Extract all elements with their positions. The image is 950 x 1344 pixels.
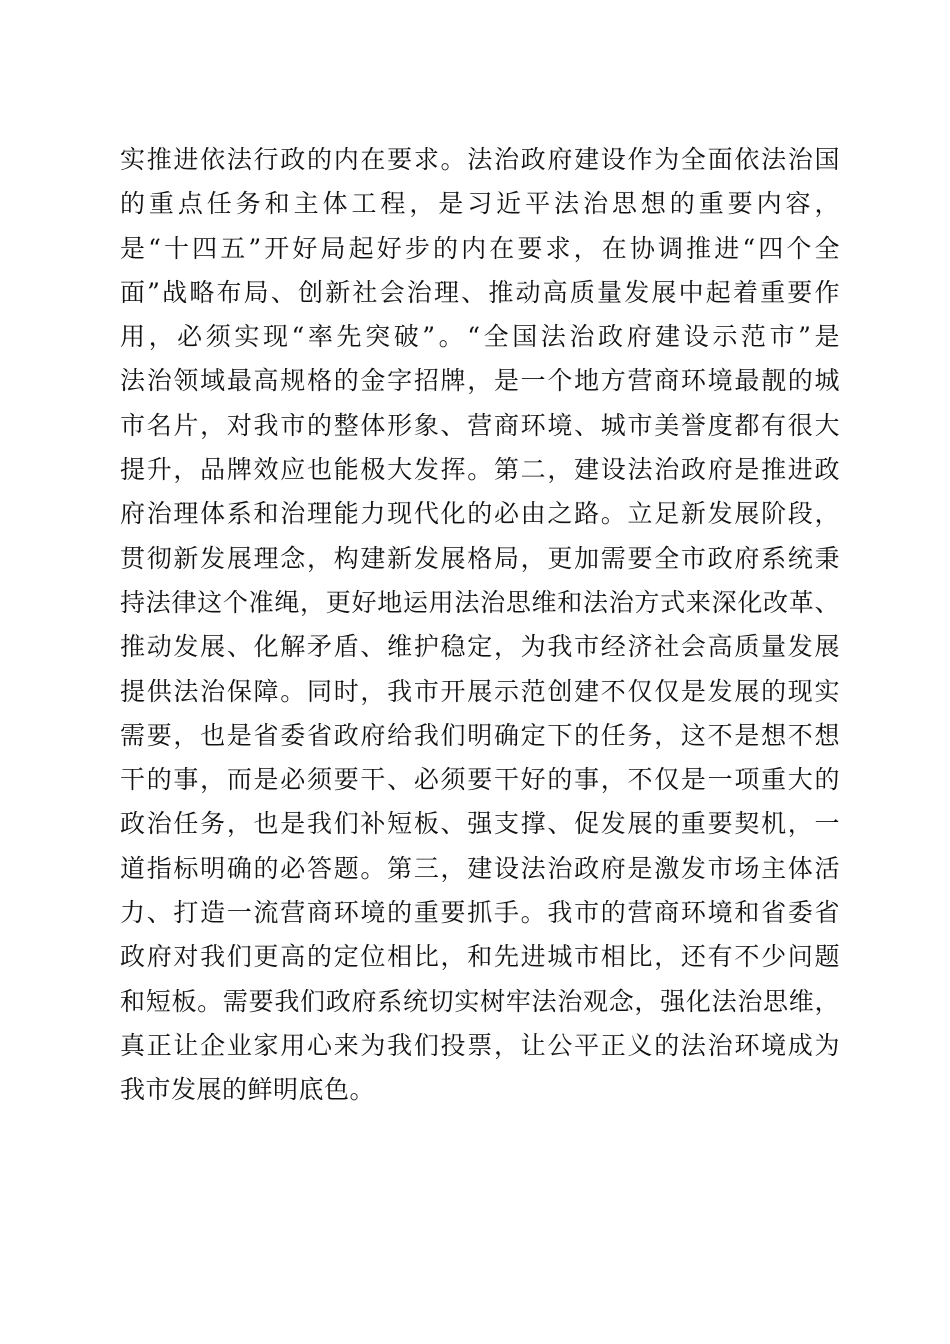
text-line: 是“十四五”开好局起好步的内在要求，在协调推进“四个全 (120, 233, 840, 263)
text-line: 提供法治保障。同时，我市开展示范创建不仅仅是发展的现实 (120, 676, 840, 706)
text-line: 和短板。需要我们政府系统切实树牢法治观念，强化法治思维， (120, 986, 840, 1016)
text-line: 实推进依法行政的内在要求。法治政府建设作为全面依法治国 (120, 145, 840, 174)
text-line: 的重点任务和主体工程，是习近平法治思想的重要内容， (120, 189, 840, 219)
text-line: 贯彻新发展理念，构建新发展格局，更加需要全市政府系统秉 (120, 543, 840, 573)
text-line: 需要，也是省委省政府给我们明确定下的任务，这不是想不想 (120, 720, 840, 750)
text-line: 市名片，对我市的整体形象、营商环境、城市美誉度都有很大 (120, 410, 840, 440)
body-paragraph (120, 138, 840, 1113)
text-line: 我市发展的鲜明底色。 (120, 1075, 376, 1105)
text-line: 府治理体系和治理能力现代化的必由之路。立足新发展阶段， (120, 499, 840, 529)
text-line: 道指标明确的必答题。第三，建设法治政府是激发市场主体活 (120, 853, 840, 883)
text-line: 力、打造一流营商环境的重要抓手。我市的营商环境和省委省 (120, 898, 840, 928)
text-line: 面”战略布局、创新社会治理、推动高质量发展中起着重要作 (120, 277, 840, 307)
text-line: 政府对我们更高的定位相比，和先进城市相比，还有不少问题 (120, 942, 840, 972)
text-line: 干的事，而是必须要干、必须要干好的事，不仅是一项重大的 (120, 765, 840, 795)
text-line: 提升，品牌效应也能极大发挥。第二，建设法治政府是推进政 (120, 455, 840, 485)
text-line: 真正让企业家用心来为我们投票，让公平正义的法治环境成为 (120, 1030, 840, 1060)
text-line: 推动发展、化解矛盾、维护稳定，为我市经济社会高质量发展 (120, 632, 840, 662)
text-line: 政治任务，也是我们补短板、强支撑、促发展的重要契机，一 (120, 809, 840, 839)
text-line: 持法律这个准绳，更好地运用法治思维和法治方式来深化改革、 (120, 587, 840, 617)
text-line: 用，必须实现“率先突破”。“全国法治政府建设示范市”是 (120, 322, 840, 352)
text-line: 法治领域最高规格的金字招牌，是一个地方营商环境最靓的城 (120, 366, 840, 396)
